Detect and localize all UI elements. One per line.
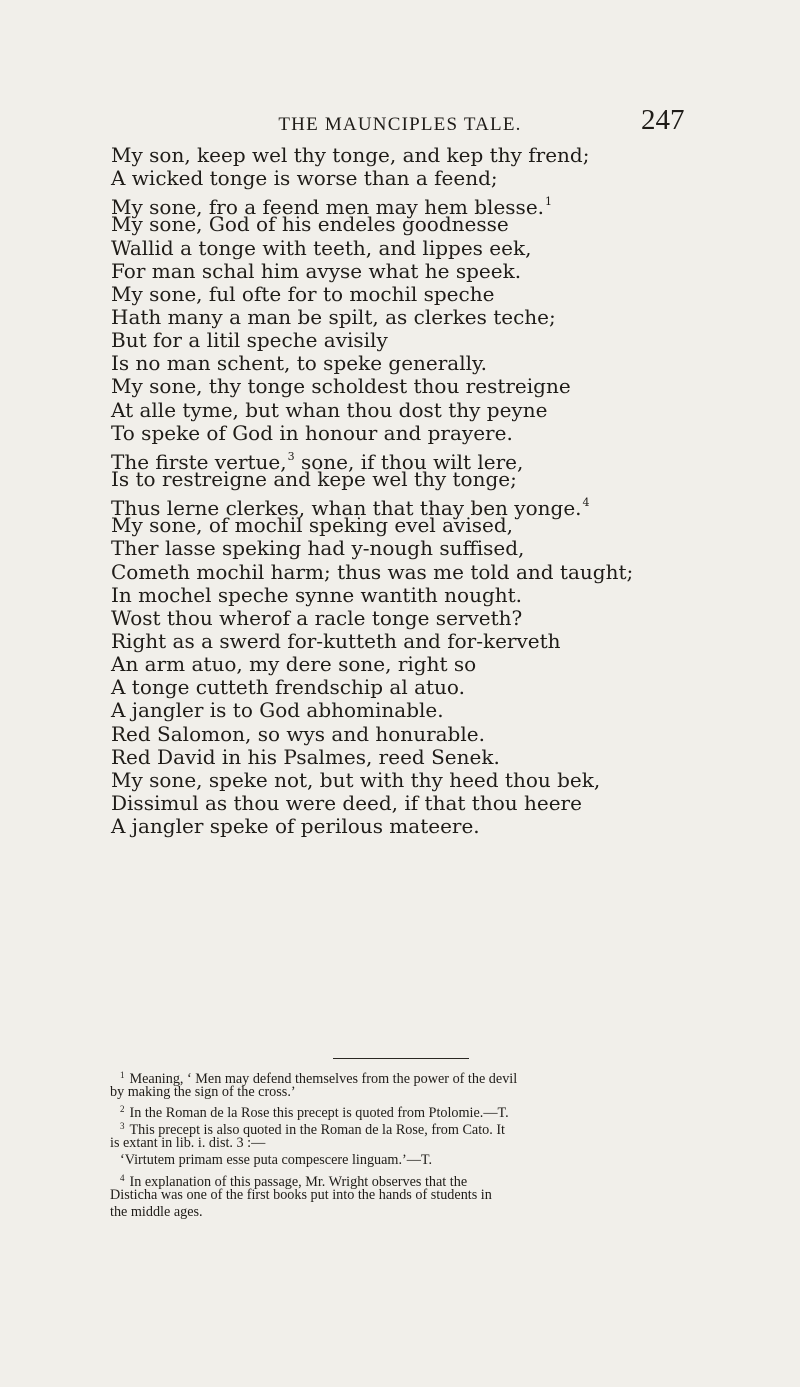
verse-line (111, 260, 711, 283)
footnote-line (110, 1170, 700, 1190)
verse-line (111, 491, 711, 521)
verse-line (111, 584, 711, 607)
running-title: THE MAUNCIPLES TALE. (278, 114, 522, 135)
verse-line (111, 537, 711, 560)
verse-text: A tonge cutteth frendschip al atuo. (111, 675, 465, 700)
footnote-rule (333, 1058, 469, 1059)
verse-line (111, 561, 711, 584)
verse-text: My sone, God of his endeles goodnesse (111, 212, 509, 237)
verse-line (111, 746, 711, 769)
verse-line (111, 329, 711, 352)
verse-line (111, 306, 711, 329)
verse-text: Cometh mochil harm; thus was me told and taught; (111, 559, 634, 584)
footnote-line (110, 1187, 700, 1204)
verse-line (111, 167, 711, 190)
verse-text: Ther lasse speking had y-nough suffised, (111, 536, 525, 561)
verse-text: My son, keep wel thy tonge, and kep thy frend; (111, 143, 590, 167)
verse-line (111, 352, 711, 375)
footnote-number: 1 (120, 1070, 125, 1080)
verse-line (111, 653, 711, 676)
verse-line (111, 190, 711, 220)
verse-line (111, 676, 711, 699)
verse-line (111, 699, 711, 722)
verse-text: My sone, thy tonge scholdest thou restreigne (111, 374, 571, 399)
verse-text: An arm atuo, my dere sone, right so (111, 652, 477, 677)
verse-line (111, 399, 711, 422)
verse-line (111, 769, 711, 792)
footnote-line (110, 1204, 700, 1221)
page-number: 247 (641, 104, 685, 136)
verse-line (111, 213, 711, 236)
footnote-line (110, 1101, 700, 1122)
footnote-number: 4 (120, 1172, 125, 1183)
verse-text: My sone, ful ofte for to mochil speche (111, 281, 495, 306)
footnote-line (110, 1067, 700, 1087)
verse-line (111, 375, 711, 398)
verse-text: The firste vertue, (111, 449, 287, 474)
verse-text: Is no man schent, to speke generally. (111, 351, 488, 376)
verse-text: But for a litil speche avisily (111, 328, 388, 353)
verse-line (111, 144, 711, 167)
verse-text: Thus lerne clerkes, whan that thay ben yonge. (111, 496, 582, 521)
verse-line (111, 445, 711, 474)
footnote-number: 2 (120, 1104, 125, 1115)
verse-text: Is to restreigne and kepe wel thy tonge; (111, 466, 517, 491)
footnote-text: ‘Virtutem primam esse puta compescere linguam.’—T. (120, 1152, 433, 1169)
footnote-text: In the Roman de la Rose this precept is quoted from Ptolomie.—T. (129, 1105, 509, 1122)
footnote-marker: 1 (545, 195, 553, 209)
verse-text: Wost thou wherof a racle tonge serveth? (111, 605, 523, 630)
footnote-number: 3 (120, 1121, 125, 1132)
verse-line (111, 607, 711, 630)
verse-line (111, 237, 711, 260)
footnote-text: is extant in lib. i. dist. 3 :— (110, 1135, 266, 1152)
verse-line (111, 792, 711, 815)
verse-text-continued: sone, if thou wilt lere, (294, 449, 524, 474)
poem-body (111, 144, 711, 838)
footnote-line (110, 1118, 700, 1139)
verse-line (111, 422, 711, 445)
footnote-text: the middle ages. (110, 1203, 203, 1220)
verse-text: At alle tyme, but whan thou dost thy peyne (111, 397, 548, 422)
verse-text: A wicked tonge is worse than a feend; (111, 166, 498, 191)
verse-line (111, 514, 711, 537)
footnote-marker: 4 (582, 496, 590, 510)
verse-text: My sone, of mochil speking evel avised, (111, 513, 513, 538)
footnote-text: Disticha was one of the first books put into the hands of students in (110, 1186, 492, 1203)
verse-line (111, 630, 711, 653)
verse-text: Hath many a man be spilt, as clerkes teche; (111, 304, 556, 329)
footnote-marker: 3 (287, 449, 295, 463)
verse-text: To speke of God in honour and prayere. (111, 420, 513, 445)
verse-text: Wallid a tonge with teeth, and lippes eek, (111, 235, 532, 260)
verse-text: A jangler is to God abhominable. (111, 698, 444, 723)
verse-text: My sone, speke not, but with thy heed thou bek, (111, 767, 601, 792)
verse-line (111, 815, 711, 838)
verse-text: For man schal him avyse what he speek. (111, 258, 522, 283)
footnote-text: This precept is also quoted in the Roman de la Rose, from Cato. It (129, 1122, 505, 1139)
footnotes (110, 1067, 700, 1221)
verse-text: In mochel speche synne wantith nought. (111, 582, 523, 607)
footnote-line (110, 1152, 700, 1169)
footnote-text: In explanation of this passage, Mr. Wright observes that the (129, 1173, 468, 1190)
verse-text: Red Salomon, so wys and honurable. (111, 721, 485, 746)
verse-text: Right as a swerd for-kutteth and for-kerveth (111, 628, 561, 653)
verse-text: Dissimul as thou were deed, if that thou heere (111, 790, 582, 815)
verse-text: A jangler speke of perilous mateere. (111, 814, 480, 839)
verse-line (111, 283, 711, 306)
verse-text: My sone, fro a feend men may hem blesse. (111, 195, 545, 220)
verse-text: Red David in his Psalmes, reed Senek. (111, 744, 500, 769)
verse-line (111, 723, 711, 746)
footnote-text: by making the sign of the cross.’ (110, 1084, 296, 1101)
verse-line (111, 468, 711, 491)
footnote-text: Meaning, ‘ Men may defend themselves from the power of the devil (129, 1071, 518, 1087)
page-header (0, 104, 800, 144)
